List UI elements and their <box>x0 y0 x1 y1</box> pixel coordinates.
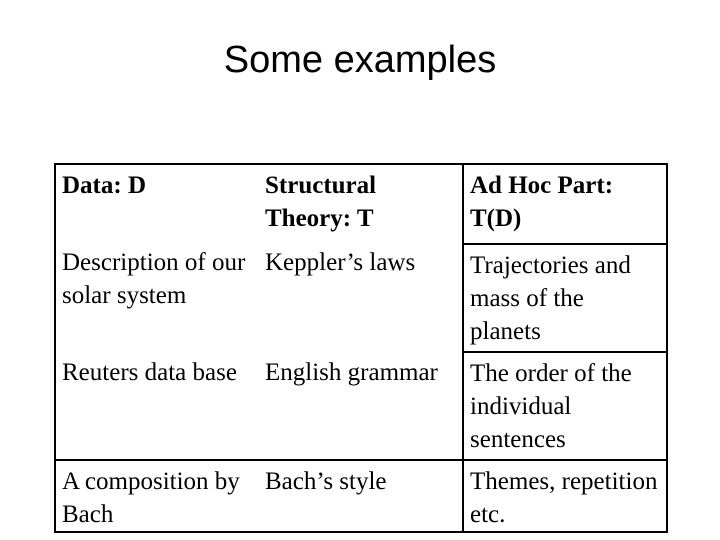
cell-data: Reuters data base <box>55 352 259 460</box>
cell-data: A composition by Bach <box>62 468 240 528</box>
table-row <box>55 460 667 532</box>
table-row <box>55 244 667 352</box>
header-ad-hoc-part: Ad Hoc Part: T(D) <box>463 164 667 244</box>
slide-title: Some examples <box>223 39 497 81</box>
header-data: Data: D <box>62 172 147 199</box>
cell-theory: English grammar <box>259 352 463 460</box>
examples-table-container <box>54 163 666 529</box>
cell-data: Description of our solar system <box>62 249 246 309</box>
cell-adhoc: Trajectories and mass of the planets <box>463 244 667 352</box>
examples-table <box>54 163 668 533</box>
table-row <box>55 352 667 460</box>
cell-theory: Keppler’s laws <box>265 249 416 276</box>
header-structural-theory: Structural Theory: T <box>265 172 377 232</box>
cell-theory: Bach’s style <box>265 468 387 495</box>
table-header-row <box>55 164 667 244</box>
cell-adhoc: The order of the individual sentences <box>463 352 667 460</box>
cell-adhoc: Themes, repetition etc. <box>463 460 667 532</box>
